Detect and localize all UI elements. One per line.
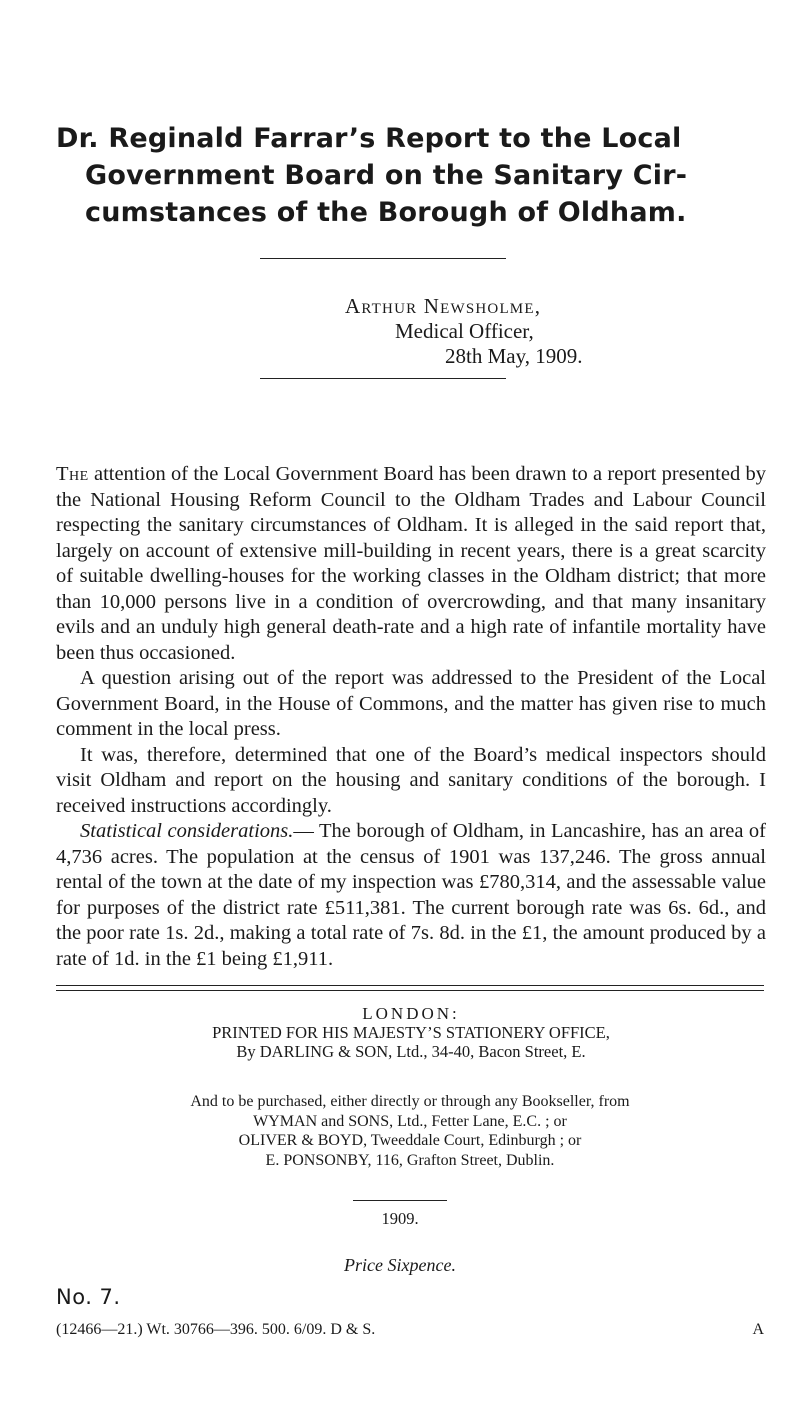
- paragraph-4-heading: Statistical considerations.: [80, 820, 294, 842]
- paragraph-2: A question arising out of the report was addressed to the President of the Local Government Board, in the House of Commons, and the matter has given rise to much comment in the local press.: [56, 667, 766, 740]
- imprint-block: [56, 1004, 766, 1061]
- imprint-printer: By DARLING & SON, Ltd., 34-40, Bacon Street, E.: [236, 1042, 586, 1061]
- signature-mark: A: [752, 1321, 764, 1338]
- author-block: [345, 294, 675, 369]
- paragraph-3: It was, therefore, determined that one of the Board’s medical inspectors should visit Oldham and report on the housing and sanitary conditions of the borough. I received instructions accordingly.: [56, 743, 766, 817]
- purchase-line-4: E. PONSONBY, 116, Grafton Street, Dublin.: [265, 1151, 555, 1169]
- document-number: No. 7.: [56, 1285, 121, 1309]
- title-line-1: Dr. Reginald Farrar’s Report to the Local: [56, 123, 682, 154]
- report-title: [56, 120, 756, 231]
- paragraph-1: [56, 462, 766, 666]
- author-role: Medical Officer,: [395, 319, 534, 343]
- imprint-london: LONDON:: [362, 1004, 460, 1023]
- author-divider: [260, 378, 506, 379]
- purchase-info: [40, 1092, 780, 1170]
- imprint-divider-top: [56, 985, 764, 986]
- author-name: Arthur Newsholme,: [345, 294, 542, 318]
- purchase-line-3: OLIVER & BOYD, Tweeddale Court, Edinburgh ; or: [238, 1132, 582, 1149]
- print-footer: [56, 1321, 764, 1339]
- title-divider: [260, 258, 506, 259]
- imprint-divider-bottom: [56, 990, 764, 991]
- paragraph-4: [56, 819, 766, 972]
- paragraph-1-lead: The: [56, 463, 89, 485]
- year-divider: [353, 1200, 447, 1201]
- publication-year: 1909.: [381, 1209, 419, 1228]
- imprint-printed-for: PRINTED FOR HIS MAJESTY’S STATIONERY OFFICE,: [212, 1023, 610, 1042]
- purchase-line-1: And to be purchased, either directly or through any Bookseller, from: [190, 1093, 630, 1110]
- paragraph-4-text: — The borough of Oldham, in Lancashire, has an area of 4,736 acres. The population at the census of 1901 was 137,246. The gross annual rental of the town at the date of my inspection was £780,314, and the assessable value for purposes of the district rate £511,381. The current borough rate was 6s. 6d., and the poor rate 1s. 2d., making a total rate of 7s. 8d. in the £1, the amount produced by a rate of 1d. in the £1 being £1,911.: [56, 820, 767, 970]
- report-body: [56, 462, 766, 972]
- title-line-2: Government Board on the Sanitary Cir-: [85, 160, 688, 191]
- purchase-line-2: WYMAN and SONS, Ltd., Fetter Lane, E.C. ; or: [253, 1112, 567, 1130]
- price: Price Sixpence.: [344, 1255, 456, 1275]
- print-code: (12466—21.) Wt. 30766—396. 500. 6/09. D & S.: [56, 1321, 376, 1338]
- author-date: 28th May, 1909.: [445, 344, 583, 368]
- paragraph-1-text: attention of the Local Government Board has been drawn to a report presented by the National Housing Reform Council to the Oldham Trades and Labour Council respecting the sanitary circumstances of Oldham. It is alleged in the said report that, largely on account of extensive mill-building in recent years, there is a great scarcity of suitable dwelling-houses for the working classes in the Oldham district; that more than 10,000 persons live in a condition of overcrowding, and that many insanitary evils and an unduly high general death-rate and a high rate of infantile mortality have been thus occasioned.: [56, 463, 766, 664]
- title-line-3: cumstances of the Borough of Oldham.: [85, 197, 687, 228]
